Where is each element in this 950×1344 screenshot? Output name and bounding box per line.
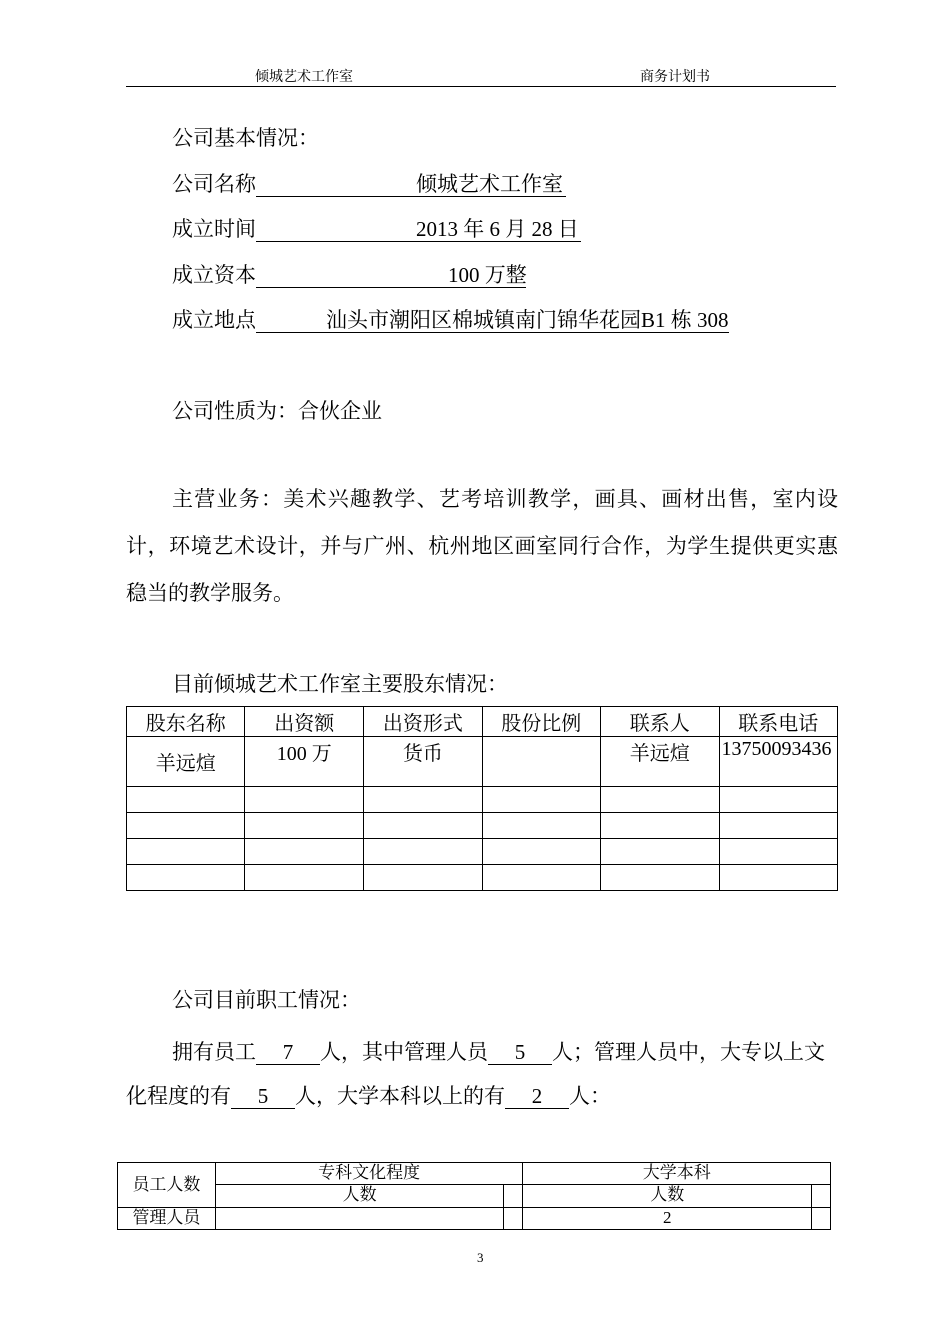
th: 出资额 [245, 707, 364, 737]
th: 联系人 [601, 707, 719, 737]
header-rule [126, 86, 836, 87]
staff-table [117, 1162, 831, 1230]
label: 成立地点 [172, 308, 256, 332]
label: 公司名称 [172, 172, 256, 196]
basic-title: 公司基本情况： [172, 126, 319, 150]
th: 出资形式 [364, 707, 482, 737]
label: 成立时间 [172, 217, 256, 241]
table-row [127, 839, 838, 865]
cell: 100 万 [245, 737, 364, 787]
company-nature: 公司性质为：合伙企业 [172, 399, 382, 423]
staff-line-2: 化程度的有 5 人，大学本科以上的有 2 人： [126, 1084, 611, 1108]
shareholders-table [126, 706, 838, 891]
staff-title: 公司目前职工情况： [172, 988, 361, 1012]
cell: 管理人员 [118, 1208, 216, 1230]
th: 人数 [215, 1185, 504, 1208]
table-row [127, 787, 838, 813]
page-number: 3 [477, 1250, 484, 1265]
cell: 13750093436 [719, 737, 838, 787]
staff-college: 5 [231, 1084, 295, 1109]
header-right: 商务计划书 [640, 70, 710, 85]
founded-value: 2013 年 6 月 28 日 [256, 217, 581, 242]
table-row [118, 1208, 831, 1230]
label: 成立资本 [172, 263, 256, 287]
shareholders-title: 目前倾城艺术工作室主要股东情况： [172, 672, 508, 696]
founded-line [172, 215, 581, 243]
th: 大学本科 [523, 1163, 831, 1185]
cell: 货币 [364, 737, 482, 787]
th: 人数 [523, 1185, 812, 1208]
th: 专科文化程度 [215, 1163, 523, 1185]
address-value: 汕头市潮阳区棉城镇南门锦华花园B1 栋 308 [256, 308, 729, 333]
company-name-value: 倾城艺术工作室 [256, 172, 566, 197]
th: 联系电话 [719, 707, 838, 737]
cell: 羊远煊 [601, 737, 719, 787]
header-left: 倾城艺术工作室 [255, 70, 353, 85]
staff-line-1: 拥有员工 7 人，其中管理人员 5 人；管理人员中，大专以上文 [172, 1040, 825, 1064]
th: 股份比例 [482, 707, 600, 737]
capital-value: 100 万整 [256, 263, 526, 288]
cell: 羊远煊 [127, 737, 245, 787]
company-name-line [172, 170, 566, 198]
cell: 2 [523, 1208, 812, 1230]
th: 股东名称 [127, 707, 245, 737]
cell [482, 737, 600, 787]
address-line [172, 306, 729, 334]
business-paragraph: 主营业务：美术兴趣教学、艺考培训教学，画具、画材出售，室内设计，环境艺术设计，并与广州、杭州地区画室同行合作，为学生提供更实惠稳当的教学服务。 [126, 487, 838, 605]
capital-line [172, 261, 526, 289]
table-row [127, 813, 838, 839]
staff-bachelor: 2 [505, 1084, 569, 1109]
staff-managers: 5 [488, 1040, 552, 1065]
cell [215, 1208, 504, 1230]
table-row [127, 865, 838, 891]
staff-total: 7 [256, 1040, 320, 1065]
th: 员工人数 [118, 1163, 216, 1208]
table-row [127, 737, 838, 787]
table-header-row [127, 707, 838, 737]
